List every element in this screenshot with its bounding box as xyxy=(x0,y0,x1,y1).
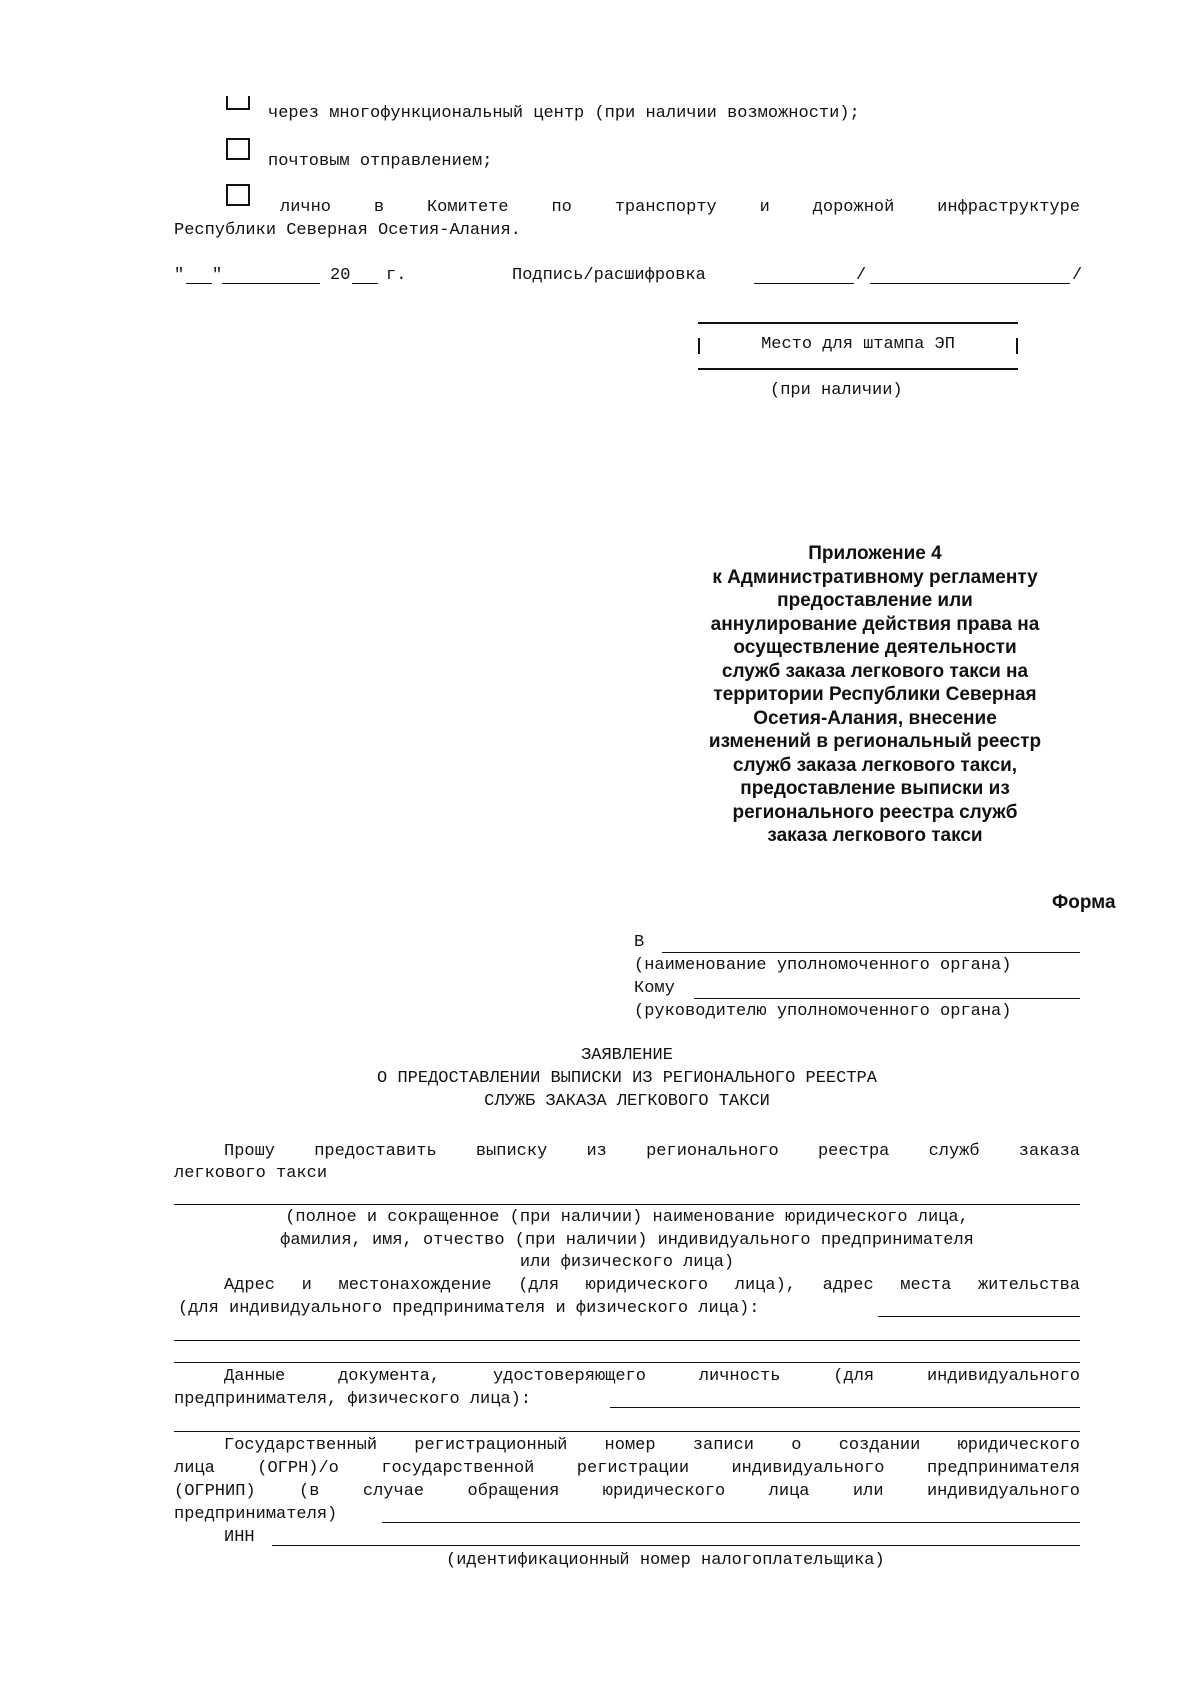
inn-label: ИНН xyxy=(224,1528,255,1547)
ogrn-label-4: предпринимателя) xyxy=(174,1505,338,1524)
to-authority-field[interactable] xyxy=(662,952,1080,953)
option-personal-label: лично в Комитете по транспорту и дорожной инфраструктуре xyxy=(280,198,1080,217)
date-quote-open: " xyxy=(174,266,185,285)
option-mfc-label: через многофункциональный центр (при наличии возможности); xyxy=(268,104,860,123)
appendix-line: к Административному регламенту xyxy=(712,566,1038,588)
appendix-line: служб заказа легкового такси на xyxy=(721,660,1029,682)
option-post-label: почтовым отправлением; xyxy=(268,152,493,171)
date-quote-close: " xyxy=(212,266,223,285)
checkbox-mfc[interactable] xyxy=(226,96,250,110)
date-year-prefix: 20 xyxy=(330,266,351,285)
whom-label: Кому xyxy=(634,979,675,998)
signature-decoding-field[interactable] xyxy=(870,283,1070,284)
date-month-field[interactable] xyxy=(222,283,320,284)
date-year-field[interactable] xyxy=(352,283,378,284)
request-text-cont: легкового такси xyxy=(174,1164,328,1183)
id-doc-label-cont: предпринимателя, физического лица): xyxy=(174,1390,532,1409)
address-field-2[interactable] xyxy=(174,1340,1080,1341)
appendix-line: предоставление или xyxy=(777,590,973,611)
ogrn-label-3: (ОГРНИП) (в случае обращения юридического лица или индивидуального xyxy=(174,1482,1080,1501)
appendix-line: осуществление деятельности xyxy=(733,637,1017,658)
to-caption: (наименование уполномоченного органа) xyxy=(634,956,1012,975)
doc-title-line3: СЛУЖБ ЗАКАЗА ЛЕГКОВОГО ТАКСИ xyxy=(484,1092,770,1111)
whom-caption: (руководителю уполномоченного органа) xyxy=(634,1002,1012,1021)
option-personal-label-cont: Республики Северная Осетия-Алания. xyxy=(174,221,521,240)
appendix-line: изменений в региональный реестр xyxy=(708,731,1042,752)
id-doc-label: Данные документа, удостоверяющего личность (для индивидуального xyxy=(224,1367,1080,1386)
to-label: В xyxy=(634,933,645,952)
ogrn-label-2: лица (ОГРН)/о государственной регистрации индивидуального предпринимателя xyxy=(174,1459,1080,1478)
stamp-note: (при наличии) xyxy=(770,381,903,400)
appendix-line: Приложение 4 xyxy=(808,543,942,564)
stamp-label: Место для штампа ЭП xyxy=(761,335,955,354)
inn-field[interactable] xyxy=(272,1545,1080,1546)
address-field-3[interactable] xyxy=(174,1362,1080,1363)
appendix-line: заказа легкового такси xyxy=(767,825,983,846)
appendix-line: регионального реестра служб xyxy=(732,801,1018,823)
inn-caption: (идентификационный номер налогоплательщика) xyxy=(446,1551,885,1570)
name-caption-2: фамилия, имя, отчество (при наличии) индивидуального предпринимателя xyxy=(280,1231,974,1250)
id-doc-field-2[interactable] xyxy=(174,1431,1080,1432)
id-doc-field[interactable] xyxy=(610,1407,1080,1408)
checkbox-post[interactable] xyxy=(226,138,250,160)
checkbox-personal[interactable] xyxy=(226,184,250,206)
date-day-field[interactable] xyxy=(186,283,212,284)
form-label: Форма xyxy=(1052,892,1116,913)
signature-slash-end: / xyxy=(1072,266,1083,285)
request-text: Прошу предоставить выписку из регионального реестра служб заказа xyxy=(224,1142,1080,1161)
signature-slash: / xyxy=(856,266,867,285)
ogrn-field[interactable] xyxy=(382,1522,1080,1523)
applicant-name-field[interactable] xyxy=(174,1204,1080,1205)
appendix-line: аннулирование действия права на xyxy=(710,613,1040,635)
ogrn-label: Государственный регистрационный номер записи о создании юридического xyxy=(224,1436,1080,1455)
doc-title: ЗАЯВЛЕНИЕ xyxy=(581,1046,673,1065)
address-field[interactable] xyxy=(878,1316,1080,1317)
signature-label: Подпись/расшифровка xyxy=(512,266,706,285)
appendix-block xyxy=(590,542,1160,848)
appendix-line: Осетия-Алания, внесение xyxy=(753,707,997,729)
appendix-line: служб заказа легкового такси, xyxy=(732,754,1018,776)
appendix-line: предоставление выписки из xyxy=(740,778,1010,799)
whom-field[interactable] xyxy=(694,998,1080,999)
name-caption-3: или физического лица) xyxy=(519,1253,735,1272)
signature-field[interactable] xyxy=(754,283,854,284)
address-label-cont: (для индивидуального предпринимателя и физического лица): xyxy=(178,1299,760,1318)
doc-title-line2: О ПРЕДОСТАВЛЕНИИ ВЫПИСКИ ИЗ РЕГИОНАЛЬНОГО РЕЕСТРА xyxy=(377,1069,877,1088)
date-year-suffix: г. xyxy=(386,266,407,285)
name-caption-1: (полное и сокращенное (при наличии) наименование юридического лица, xyxy=(285,1208,969,1227)
address-label: Адрес и местонахождение (для юридического лица), адрес места жительства xyxy=(224,1276,1080,1295)
appendix-line: территории Республики Северная xyxy=(713,684,1037,705)
stamp-box xyxy=(698,322,1018,370)
